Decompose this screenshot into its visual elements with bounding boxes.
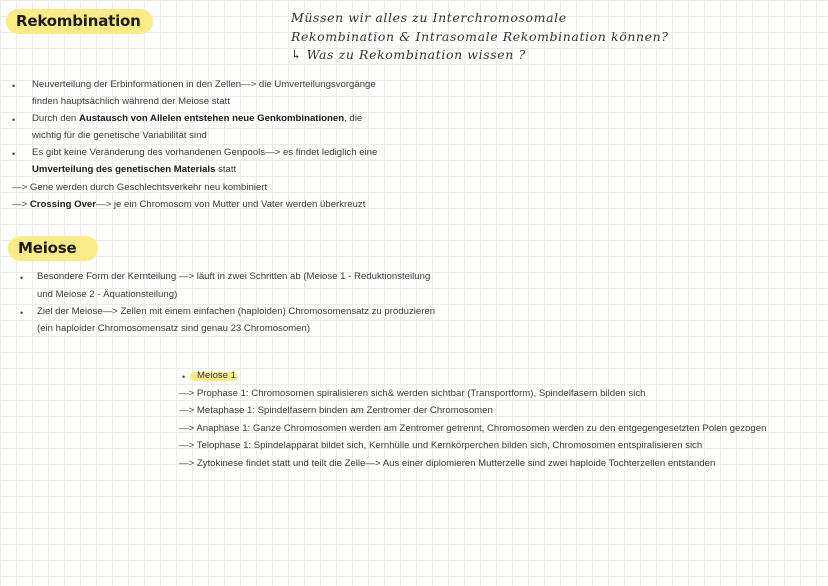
meiose-1-subheading: Meiose 1 bbox=[197, 370, 236, 381]
phase-line-telophase: —> Telophase 1: Spindelapparat bildet sich, Kernhülle und Kernkörperchen bilden sich, Chromosomen entspiralisieren sich bbox=[179, 440, 703, 451]
phase-line-metaphase: —> Metaphase 1: Spindelfasern binden am Zentromer der Chromosomen bbox=[179, 405, 493, 416]
bullet-icon: • bbox=[20, 273, 24, 283]
meiose-bullet-1-line-1: Besondere Form der Kernteilung —> läuft in zwei Schritten ab (Meiose 1 - Reduktionsteilung bbox=[37, 271, 431, 282]
rekomb-bullet-2-line-1: Durch den Austausch von Allelen entstehen neue Genkombinationen, die bbox=[32, 113, 363, 124]
bullet-icon: • bbox=[182, 372, 186, 382]
phase-line-prophase: —> Prophase 1: Chromosomen spiralisieren sich& werden sichtbar (Transportform), Spindelfasern bilden sich bbox=[179, 388, 646, 399]
meiose-bullet-2-line-2: (ein haploider Chromosomensatz sind genau 23 Chromosomen) bbox=[37, 323, 311, 334]
section-heading-meiose: Meiose bbox=[8, 236, 98, 261]
phase-line-zytokinese: —> Zytokinese findet statt und teilt die Zelle—> Aus einer diplomieren Mutterzelle sind zwei haploide Tochterzellen entstanden bbox=[179, 458, 716, 469]
meiose-bullet-2-line-1: Ziel der Meiose—> Zellen mit einem einfachen (haploiden) Chromosomensatz zu produzieren bbox=[37, 306, 436, 317]
handwritten-note-line-3: ↳ Was zu Rekombination wissen ? bbox=[291, 47, 526, 62]
rekomb-bullet-2-line-2: wichtig für die genetische Variabilität sind bbox=[32, 130, 207, 141]
phase-line-anaphase: —> Anaphase 1: Ganze Chromosomen werden am Zentromer getrennt, Chromosomen werden zu den entgegengesetzten Polen gezogen bbox=[179, 423, 767, 434]
bullet-icon: • bbox=[12, 149, 16, 159]
bullet-icon: • bbox=[20, 308, 24, 318]
rekomb-arrow-line-1: —> Gene werden durch Geschlechtsverkehr neu kombiniert bbox=[12, 182, 268, 193]
rekomb-bullet-3-line-2: Umverteilung des genetischen Materials statt bbox=[32, 164, 237, 175]
bullet-icon: • bbox=[12, 81, 16, 91]
handwritten-note-line-2: Rekombination & Intrasomale Rekombination können? bbox=[291, 29, 669, 44]
meiose-bullet-1-line-2: und Meiose 2 - Äquationsteilung) bbox=[37, 289, 178, 300]
rekomb-bullet-3-line-1: Es gibt keine Veränderung des vorhandenen Genpools—> es findet lediglich eine bbox=[32, 147, 378, 158]
rekomb-bullet-1-line-2: finden hauptsächlich während der Meiose statt bbox=[32, 96, 230, 107]
bullet-icon: • bbox=[12, 115, 16, 125]
section-heading-rekombination: Rekombination bbox=[6, 9, 153, 34]
rekomb-arrow-line-2: —> Crossing Over—> je ein Chromosom von Mutter und Vater werden überkreuzt bbox=[12, 199, 366, 210]
rekomb-bullet-1-line-1: Neuverteilung der Erbinformationen in den Zellen—> die Umverteilungsvorgänge bbox=[32, 79, 376, 90]
handwritten-note-line-1: Müssen wir alles zu Interchromosomale bbox=[291, 10, 567, 25]
